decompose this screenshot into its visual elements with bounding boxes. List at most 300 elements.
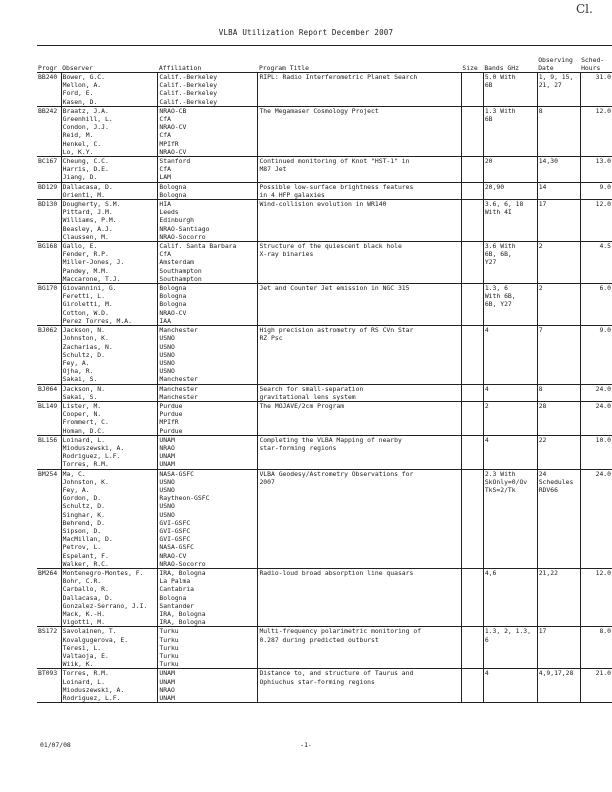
size-cell xyxy=(461,568,483,626)
observing-dates-line: 22 xyxy=(538,435,547,444)
table-row xyxy=(37,469,612,568)
program-title xyxy=(258,73,461,107)
table-row xyxy=(37,200,612,242)
table-row xyxy=(37,384,612,401)
table-row xyxy=(37,669,612,703)
observer-list-line: Schultz, D. xyxy=(62,502,105,511)
observing-dates-line: 8 xyxy=(538,384,543,393)
bands-cell-line: 5.0 With xyxy=(484,73,516,81)
bands-cell-line: 3.6 With xyxy=(484,242,516,251)
observer-list-line: Maccarone, T.J. xyxy=(62,274,121,283)
affiliation-list-line: Manchester xyxy=(159,375,198,384)
affiliation-list-line: UNAM xyxy=(159,435,175,444)
size-cell xyxy=(461,73,483,107)
bands-cell xyxy=(483,627,537,669)
observer-list-line: Sakai, S. xyxy=(62,375,98,384)
observing-dates xyxy=(537,401,580,435)
table-row xyxy=(37,73,612,107)
program-code: BG168 xyxy=(37,242,61,284)
observer-list-line: Ford, E. xyxy=(62,89,94,98)
observer-list-line: Behrend, D. xyxy=(62,518,105,527)
scheduled-hours: 24.0 xyxy=(580,469,612,568)
header-affiliation: Affiliation xyxy=(158,46,258,73)
table-row xyxy=(37,435,612,469)
affiliation-list-line: Cantabria xyxy=(159,585,195,594)
affiliation-list-line: Calif.-Berkeley xyxy=(159,97,218,106)
program-code: BM264 xyxy=(37,568,61,626)
footer-page-number: -1- xyxy=(300,741,312,749)
affiliation-list-line: Calif.-Berkeley xyxy=(159,89,218,98)
observer-list-line: Bohr, C.R. xyxy=(62,577,102,586)
observing-dates xyxy=(537,326,580,384)
corner-handwritten-mark: Cl. xyxy=(576,2,593,16)
observer-list-line: Loinard, L. xyxy=(62,677,105,686)
affiliation-list-line: Raytheon-GSFC xyxy=(159,494,210,503)
program-title-line: Completing the VLBA Mapping of nearby xyxy=(259,435,402,444)
observer-list-line: Mellon, A. xyxy=(62,81,102,90)
observer-list-line: Torres, R.M. xyxy=(62,460,109,469)
program-code: BB242 xyxy=(37,106,61,156)
bands-cell-line: 2.3 With xyxy=(484,469,516,478)
observer-list-line: Reid, M. xyxy=(62,131,94,140)
affiliation-list-line: NRAO xyxy=(159,685,175,694)
affiliation-list-line: CfA xyxy=(159,131,171,140)
bands-cell xyxy=(483,326,537,384)
affiliation-list-line: Turku xyxy=(159,660,179,669)
scheduled-hours: 12.0 xyxy=(580,106,612,156)
program-code: BM254 xyxy=(37,469,61,568)
scheduled-hours: 21.0 xyxy=(580,669,612,703)
program-title-line: Wind-collision evolution in WR140 xyxy=(259,200,387,209)
observer-list-line: Cooper, N. xyxy=(62,410,102,419)
bands-cell-line: 2 xyxy=(484,401,489,410)
observer-list-line: Williams, P.M. xyxy=(62,216,117,225)
observer-list-line: Valtaoja, E. xyxy=(62,652,109,661)
affiliation-list-line: NASA-GSFC xyxy=(159,469,195,478)
program-title xyxy=(258,284,461,326)
observer-list xyxy=(61,73,158,107)
observer-list-line: Dallacasa, D. xyxy=(62,182,113,191)
observer-list-line: Johnston, K. xyxy=(62,334,109,343)
affiliation-list-line: NRAO-Santiago xyxy=(159,224,210,233)
affiliation-list-line: IRA, Bologna xyxy=(159,610,206,618)
observer-list-line: Zacharias, N. xyxy=(62,342,113,351)
observer-list-line: Kovalgugerova, E. xyxy=(62,635,129,644)
affiliation-list-line: NRAO xyxy=(159,443,175,452)
header-program: Program Title xyxy=(258,46,461,73)
program-title xyxy=(258,200,461,242)
affiliation-list xyxy=(158,242,258,284)
affiliation-list-line: NRAO-CV xyxy=(159,308,187,317)
program-code: BL149 xyxy=(37,401,61,435)
program-title xyxy=(258,182,461,199)
program-title-line: Search for small-separation xyxy=(259,384,364,393)
observing-dates xyxy=(537,157,580,183)
observer-list xyxy=(61,384,158,401)
affiliation-list-line: La Palma xyxy=(159,577,191,586)
observer-list xyxy=(61,669,158,703)
bands-cell-line: 4,6 xyxy=(484,568,497,577)
observer-list-line: Beasley, A.J. xyxy=(62,224,113,233)
observer-list-line: Giovannini, G. xyxy=(62,284,117,293)
observing-dates-line: 14,30 xyxy=(538,157,558,166)
size-cell xyxy=(461,627,483,669)
affiliation-list-line: Calif. Santa Barbara xyxy=(159,242,237,251)
observer-list xyxy=(61,242,158,284)
bands-cell xyxy=(483,568,537,626)
affiliation-list-line: USNO xyxy=(159,342,175,351)
affiliation-list-line: NRAO-CV xyxy=(159,551,187,560)
size-cell xyxy=(461,435,483,469)
observing-dates-line: 21, 27 xyxy=(538,81,562,90)
program-title-line: in 4 HFP galaxies xyxy=(259,190,325,199)
program-title-line: Jet and Counter Jet emission in NGC 315 xyxy=(259,284,410,293)
affiliation-list-line: CfA xyxy=(159,250,171,259)
affiliation-list xyxy=(158,469,258,568)
affiliation-list-line: HIA xyxy=(159,200,171,209)
observing-dates-line: 14 xyxy=(538,182,547,191)
observer-list-line: Rodriguez, L.F. xyxy=(62,694,121,703)
header-observer: Observer xyxy=(61,46,158,73)
observer-list-line: Mioduszewski, A. xyxy=(62,685,125,694)
program-code: BL156 xyxy=(37,435,61,469)
bands-cell-line: With 6B, xyxy=(484,292,516,301)
observer-list-line: Gordon, D. xyxy=(62,494,102,503)
observer-list-line: Dallacasa, D. xyxy=(62,593,113,602)
observing-dates-line: 17 xyxy=(538,200,547,209)
bands-cell xyxy=(483,435,537,469)
affiliation-list-line: Leeds xyxy=(159,208,179,217)
observing-dates xyxy=(537,182,580,199)
bands-cell xyxy=(483,73,537,107)
scheduled-hours: 31.0 xyxy=(580,73,612,107)
program-title-line: Possible low-surface brightness features xyxy=(259,182,414,191)
affiliation-list xyxy=(158,73,258,107)
observing-dates xyxy=(537,568,580,626)
observer-list-line: Singhar, K. xyxy=(62,510,105,519)
observer-list-line: Mioduszewski, A. xyxy=(62,443,125,452)
bands-cell xyxy=(483,384,537,401)
size-cell xyxy=(461,157,483,183)
affiliation-list-line: Bologna xyxy=(159,284,187,293)
affiliation-list-line: Manchester xyxy=(159,392,198,401)
affiliation-list-line: USNO xyxy=(159,358,175,367)
program-title-line: The Megamaser Cosmology Project xyxy=(259,106,379,115)
bands-cell-line: 6B, 6B, xyxy=(484,250,512,259)
observer-list-line: Espelant, F. xyxy=(62,551,109,560)
observer-list xyxy=(61,435,158,469)
observer-list-line: Feretti, L. xyxy=(62,292,105,301)
observer-list xyxy=(61,326,158,384)
affiliation-list-line: Purdue xyxy=(159,410,183,419)
size-cell xyxy=(461,242,483,284)
scheduled-hours: 9.0 xyxy=(580,326,612,384)
affiliation-list-line: NRAO-CV xyxy=(159,147,187,156)
observing-dates-line: 17 xyxy=(538,627,547,636)
program-title xyxy=(258,669,461,703)
size-cell xyxy=(461,669,483,703)
header-hours: Sched-Hours xyxy=(580,46,612,73)
affiliation-list-line: Amsterdam xyxy=(159,258,195,267)
header-dates: Observing Date xyxy=(537,46,580,73)
affiliation-list-line: USNO xyxy=(159,510,175,519)
program-title xyxy=(258,106,461,156)
affiliation-list-line: GVI-GSFC xyxy=(159,535,191,544)
observing-dates xyxy=(537,627,580,669)
bands-cell-line: 1.3, 6 xyxy=(484,284,508,293)
observing-dates xyxy=(537,73,580,107)
affiliation-list-line: Manchester xyxy=(159,326,198,335)
scheduled-hours: 9.0 xyxy=(580,182,612,199)
program-title xyxy=(258,568,461,626)
program-title xyxy=(258,627,461,669)
affiliation-list xyxy=(158,568,258,626)
affiliation-list xyxy=(158,401,258,435)
observing-dates-line: 24 xyxy=(538,469,547,478)
bands-cell-line: SkOnly=0/Ov xyxy=(484,477,528,486)
affiliation-list-line: MPIfR xyxy=(159,139,179,148)
bands-cell-line: 4 xyxy=(484,669,489,678)
affiliation-list-line: CfA xyxy=(159,115,171,124)
size-cell xyxy=(461,469,483,568)
table-row xyxy=(37,242,612,284)
observing-dates xyxy=(537,435,580,469)
observer-list-line: Cheung, C.C. xyxy=(62,157,109,166)
utilization-table xyxy=(37,45,612,703)
program-title xyxy=(258,157,461,183)
affiliation-list-line: GVI-GSFC xyxy=(159,526,191,535)
observer-list-line: Pandey, M.M. xyxy=(62,266,109,275)
scheduled-hours: 10.0 xyxy=(580,435,612,469)
observer-list-line: Pittard, J.M. xyxy=(62,208,113,217)
observer-list-line: Frommert, C. xyxy=(62,418,109,427)
affiliation-list-line: NRAO-Socorro xyxy=(159,559,206,568)
affiliation-list xyxy=(158,106,258,156)
observer-list-line: Bower, G.C. xyxy=(62,73,105,81)
affiliation-list-line: IRA, Bologna xyxy=(159,618,206,627)
observer-list-line: Wiik, K. xyxy=(62,660,94,669)
program-title-line: X-ray binaries xyxy=(259,250,314,259)
size-cell xyxy=(461,106,483,156)
observer-list xyxy=(61,401,158,435)
observer-list-line: Johnston, K. xyxy=(62,477,109,486)
affiliation-list xyxy=(158,157,258,183)
scheduled-hours: 13.0 xyxy=(580,157,612,183)
observer-list-line: Ma, C. xyxy=(62,469,86,478)
affiliation-list xyxy=(158,384,258,401)
affiliation-list-line: NRAO-CV xyxy=(159,123,187,132)
affiliation-list-line: UNAM xyxy=(159,694,175,703)
affiliation-list-line: USNO xyxy=(159,502,175,511)
affiliation-list-line: Calif.-Berkeley xyxy=(159,81,218,90)
observer-list xyxy=(61,284,158,326)
program-code: BJ062 xyxy=(37,326,61,384)
bands-cell-line: 6B, Y27 xyxy=(484,300,512,309)
observer-list-line: Fey, A. xyxy=(62,485,90,494)
bands-cell xyxy=(483,106,537,156)
observer-list-line: Torres, R.M. xyxy=(62,669,109,678)
program-title-line: Ophiuchus star-forming regions xyxy=(259,677,375,686)
observer-list-line: Loinard, L. xyxy=(62,435,105,444)
affiliation-list-line: Edinburgh xyxy=(159,216,195,225)
observer-list-line: Mack, K.-H. xyxy=(62,610,105,618)
program-title-line: Radio-loud broad absorption line quasars xyxy=(259,568,414,577)
observer-list-line: Sakai, S. xyxy=(62,392,98,401)
observer-list-line: Greenhill, L. xyxy=(62,115,113,124)
program-title-line: RZ Psc xyxy=(259,334,283,343)
observing-dates xyxy=(537,384,580,401)
header-bands: Bands GHz xyxy=(483,46,537,73)
table-row xyxy=(37,182,612,199)
affiliation-list-line: UNAM xyxy=(159,677,175,686)
observer-list-line: Claussen, M. xyxy=(62,232,109,241)
observer-list-line: Fey, A. xyxy=(62,358,90,367)
program-title-line: Continued monitoring of Knot "HST-1" in xyxy=(259,157,410,166)
observer-list xyxy=(61,568,158,626)
program-title-line: Multi-frequency polarimetric monitoring of xyxy=(259,627,422,636)
bands-cell-line: 20 xyxy=(484,157,493,166)
observer-list-line: Jackson, N. xyxy=(62,326,105,335)
program-title xyxy=(258,401,461,435)
program-code: BT093 xyxy=(37,669,61,703)
affiliation-list-line: IRA, Bologna xyxy=(159,568,206,577)
observer-list-line: Dougherty, S.M. xyxy=(62,200,121,209)
affiliation-list xyxy=(158,669,258,703)
affiliation-list-line: USNO xyxy=(159,334,175,343)
affiliation-list xyxy=(158,326,258,384)
size-cell xyxy=(461,384,483,401)
observer-list-line: Jiang, D. xyxy=(62,173,98,182)
program-title-line: The MOJAVE/2cm Program xyxy=(259,401,345,410)
observing-dates-line: Schedules xyxy=(538,477,574,486)
program-code: BG170 xyxy=(37,284,61,326)
observer-list-line: Condon, J.J. xyxy=(62,123,109,132)
observer-list-line: Petrov, L. xyxy=(62,543,102,552)
program-title-line: RIPL: Radio Interferometric Planet Search xyxy=(259,73,418,81)
observing-dates-line: 4,9,17,28 xyxy=(538,669,574,678)
table-row xyxy=(37,157,612,183)
affiliation-list-line: MPIfR xyxy=(159,418,179,427)
observer-list-line: Teresi, L. xyxy=(62,643,102,652)
affiliation-list-line: Turku xyxy=(159,652,179,661)
bands-cell-line: 6B xyxy=(484,115,493,124)
affiliation-list-line: USNO xyxy=(159,477,175,486)
affiliation-list-line: Stanford xyxy=(159,157,191,166)
affiliation-list-line: Bologna xyxy=(159,190,187,199)
program-title-line: Distance to, and structure of Taurus and xyxy=(259,669,414,678)
observing-dates xyxy=(537,284,580,326)
table-header xyxy=(37,46,612,73)
header-size: Size xyxy=(461,46,483,73)
program-title-line: Structure of the quiescent black hole xyxy=(259,242,402,251)
program-code: BS172 xyxy=(37,627,61,669)
program-code: BJ064 xyxy=(37,384,61,401)
table-row xyxy=(37,106,612,156)
affiliation-list xyxy=(158,627,258,669)
affiliation-list-line: UNAM xyxy=(159,460,175,469)
observing-dates xyxy=(537,469,580,568)
bands-cell-line: 1.3 With xyxy=(484,106,516,115)
size-cell xyxy=(461,200,483,242)
observer-list-line: Montenegro-Montes, F. xyxy=(62,568,144,577)
bands-cell-line: 20,90 xyxy=(484,182,505,191)
size-cell xyxy=(461,284,483,326)
affiliation-list-line: UNAM xyxy=(159,669,175,678)
affiliation-list-line: USNO xyxy=(159,367,175,376)
program-title xyxy=(258,384,461,401)
bands-cell xyxy=(483,284,537,326)
table-row xyxy=(37,401,612,435)
bands-cell xyxy=(483,242,537,284)
program-title-line: M87 Jet xyxy=(259,165,287,174)
observer-list-line: Rodriguez, L.F. xyxy=(62,452,121,461)
bands-cell-line: Y27 xyxy=(484,258,497,267)
program-title-line: 2007 xyxy=(259,477,275,486)
program-title xyxy=(258,326,461,384)
affiliation-list-line: CfA xyxy=(159,165,171,174)
observer-list-line: Braatz, J.A. xyxy=(62,106,109,115)
affiliation-list-line: Manchester xyxy=(159,384,198,393)
table-row xyxy=(37,326,612,384)
observing-dates-line: 8 xyxy=(538,106,543,115)
affiliation-list xyxy=(158,182,258,199)
affiliation-list-line: Southampton xyxy=(159,266,202,275)
observing-dates-line: 1, 9, 15, xyxy=(538,73,574,81)
size-cell xyxy=(461,326,483,384)
observer-list-line: Jackson, N. xyxy=(62,384,105,393)
affiliation-list-line: Bologna xyxy=(159,182,187,191)
affiliation-list-line: Calif.-Berkeley xyxy=(159,73,218,81)
table-row xyxy=(37,627,612,669)
observer-list xyxy=(61,157,158,183)
size-cell xyxy=(461,401,483,435)
observer-list-line: Henkel, C. xyxy=(62,139,102,148)
affiliation-list-line: Purdue xyxy=(159,426,183,435)
table-body xyxy=(37,73,612,703)
affiliation-list-line: NRAO-CB xyxy=(159,106,187,115)
size-cell xyxy=(461,182,483,199)
bands-cell xyxy=(483,182,537,199)
observing-dates-line: 7 xyxy=(538,326,543,335)
report-title: VLBA Utilization Report December 2007 xyxy=(218,28,394,37)
affiliation-list-line: Bologna xyxy=(159,593,187,602)
scheduled-hours: 8.0 xyxy=(580,627,612,669)
observer-list-line: Savolainen, T. xyxy=(62,627,117,636)
program-title-line: gravitational lens system xyxy=(259,392,356,401)
observing-dates-line: 28 xyxy=(538,401,547,410)
program-code: BB240 xyxy=(37,73,61,107)
observer-list-line: Carballo, R. xyxy=(62,585,109,594)
bands-cell xyxy=(483,200,537,242)
affiliation-list-line: Bologna xyxy=(159,292,187,301)
affiliation-list xyxy=(158,435,258,469)
program-title xyxy=(258,469,461,568)
bands-cell-line: 6B xyxy=(484,81,493,90)
bands-cell xyxy=(483,401,537,435)
bands-cell xyxy=(483,669,537,703)
footer-date: 01/07/08 xyxy=(40,741,71,749)
affiliation-list-line: Southampton xyxy=(159,274,202,283)
observer-list-line: Miller-Jones, J. xyxy=(62,258,125,267)
bands-cell-line: 1.3, 2, 1.3, xyxy=(484,627,531,636)
observer-list-line: Gonzalez-Serrano, J.I. xyxy=(62,601,148,610)
affiliation-list-line: NASA-GSFC xyxy=(159,543,195,552)
observer-list-line: Cotton, W.D. xyxy=(62,308,109,317)
scheduled-hours: 6.0 xyxy=(580,284,612,326)
program-title-line: High precision astrometry of RS CVn Star xyxy=(259,326,414,335)
affiliation-list-line: NRAO-Socorro xyxy=(159,232,206,241)
observer-list-line: Orienti, M. xyxy=(62,190,105,199)
